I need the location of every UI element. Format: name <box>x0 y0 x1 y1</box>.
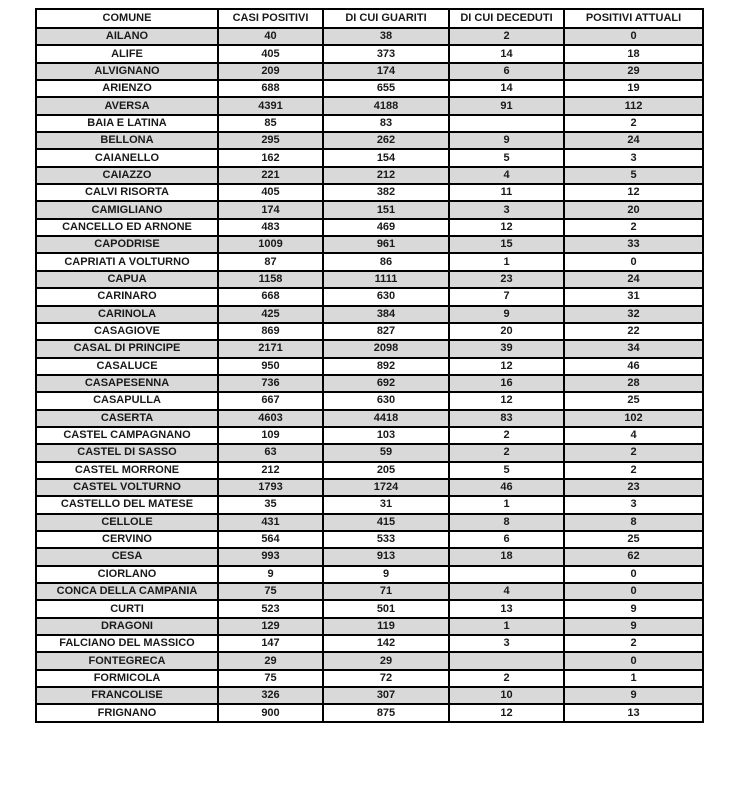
cell-casi-positivi: 668 <box>218 288 323 305</box>
cell-di-cui-deceduti: 3 <box>449 201 564 218</box>
cell-comune: CELLOLE <box>36 514 218 531</box>
cell-casi-positivi: 75 <box>218 583 323 600</box>
table-row <box>36 358 703 375</box>
cell-casi-positivi: 993 <box>218 548 323 565</box>
cell-casi-positivi: 9 <box>218 566 323 583</box>
cell-di-cui-guariti: 4418 <box>323 410 449 427</box>
cell-di-cui-deceduti <box>449 115 564 132</box>
cell-di-cui-deceduti: 1 <box>449 253 564 270</box>
cell-comune: ALVIGNANO <box>36 63 218 80</box>
cell-di-cui-guariti: 151 <box>323 201 449 218</box>
table-row <box>36 167 703 184</box>
cell-di-cui-guariti: 29 <box>323 652 449 669</box>
cell-positivi-attuali: 34 <box>564 340 703 357</box>
cell-di-cui-deceduti: 6 <box>449 63 564 80</box>
cell-comune: CONCA DELLA CAMPANIA <box>36 583 218 600</box>
table-row <box>36 288 703 305</box>
cell-di-cui-guariti: 655 <box>323 80 449 97</box>
cell-di-cui-deceduti: 1 <box>449 618 564 635</box>
column-header-comune: COMUNE <box>36 9 218 28</box>
cell-positivi-attuali: 0 <box>564 652 703 669</box>
cell-comune: FALCIANO DEL MASSICO <box>36 635 218 652</box>
cell-positivi-attuali: 46 <box>564 358 703 375</box>
cell-casi-positivi: 35 <box>218 496 323 513</box>
cell-di-cui-guariti: 875 <box>323 704 449 721</box>
cell-di-cui-deceduti: 83 <box>449 410 564 427</box>
cell-positivi-attuali: 0 <box>564 28 703 45</box>
cell-comune: CARINARO <box>36 288 218 305</box>
cell-casi-positivi: 2171 <box>218 340 323 357</box>
cell-di-cui-deceduti: 10 <box>449 687 564 704</box>
cell-casi-positivi: 162 <box>218 149 323 166</box>
cell-di-cui-deceduti: 1 <box>449 496 564 513</box>
cell-di-cui-guariti: 1111 <box>323 271 449 288</box>
cell-comune: CASALUCE <box>36 358 218 375</box>
cell-di-cui-deceduti: 14 <box>449 45 564 62</box>
cell-di-cui-guariti: 9 <box>323 566 449 583</box>
cell-di-cui-deceduti: 39 <box>449 340 564 357</box>
cell-comune: BELLONA <box>36 132 218 149</box>
cell-di-cui-deceduti: 7 <box>449 288 564 305</box>
cell-positivi-attuali: 31 <box>564 288 703 305</box>
cell-di-cui-deceduti <box>449 652 564 669</box>
cell-di-cui-deceduti: 12 <box>449 358 564 375</box>
cell-di-cui-guariti: 119 <box>323 618 449 635</box>
cell-casi-positivi: 667 <box>218 392 323 409</box>
cell-casi-positivi: 29 <box>218 652 323 669</box>
cell-positivi-attuali: 9 <box>564 618 703 635</box>
cell-casi-positivi: 221 <box>218 167 323 184</box>
cell-di-cui-deceduti: 15 <box>449 236 564 253</box>
cell-comune: CESA <box>36 548 218 565</box>
cell-comune: ALIFE <box>36 45 218 62</box>
cell-di-cui-guariti: 961 <box>323 236 449 253</box>
cell-di-cui-deceduti: 20 <box>449 323 564 340</box>
cell-positivi-attuali: 28 <box>564 375 703 392</box>
cell-comune: FRIGNANO <box>36 704 218 721</box>
cell-casi-positivi: 85 <box>218 115 323 132</box>
cell-comune: CURTI <box>36 600 218 617</box>
table-row <box>36 132 703 149</box>
cell-di-cui-deceduti: 46 <box>449 479 564 496</box>
table-body <box>36 28 703 722</box>
cell-di-cui-deceduti: 11 <box>449 184 564 201</box>
cell-positivi-attuali: 25 <box>564 392 703 409</box>
cell-comune: CAPRIATI A VOLTURNO <box>36 253 218 270</box>
cell-positivi-attuali: 0 <box>564 253 703 270</box>
cell-casi-positivi: 736 <box>218 375 323 392</box>
table-row <box>36 618 703 635</box>
cell-comune: CIORLANO <box>36 566 218 583</box>
table-row <box>36 340 703 357</box>
cell-di-cui-guariti: 382 <box>323 184 449 201</box>
table-row <box>36 201 703 218</box>
cell-casi-positivi: 405 <box>218 45 323 62</box>
cell-di-cui-deceduti: 4 <box>449 167 564 184</box>
cell-di-cui-guariti: 384 <box>323 306 449 323</box>
table-row <box>36 410 703 427</box>
cell-comune: CASTEL DI SASSO <box>36 444 218 461</box>
cell-positivi-attuali: 102 <box>564 410 703 427</box>
cell-casi-positivi: 4391 <box>218 97 323 114</box>
cell-casi-positivi: 129 <box>218 618 323 635</box>
cell-positivi-attuali: 9 <box>564 600 703 617</box>
cell-comune: AVERSA <box>36 97 218 114</box>
cell-di-cui-deceduti: 2 <box>449 427 564 444</box>
cell-di-cui-deceduti <box>449 566 564 583</box>
cell-di-cui-deceduti: 12 <box>449 704 564 721</box>
cell-positivi-attuali: 24 <box>564 132 703 149</box>
table-row <box>36 236 703 253</box>
table-row <box>36 28 703 45</box>
cell-positivi-attuali: 4 <box>564 427 703 444</box>
cell-casi-positivi: 950 <box>218 358 323 375</box>
cell-di-cui-guariti: 72 <box>323 670 449 687</box>
cell-comune: CERVINO <box>36 531 218 548</box>
cell-di-cui-guariti: 1724 <box>323 479 449 496</box>
cell-di-cui-guariti: 142 <box>323 635 449 652</box>
cell-comune: ARIENZO <box>36 80 218 97</box>
cell-positivi-attuali: 13 <box>564 704 703 721</box>
cell-casi-positivi: 1793 <box>218 479 323 496</box>
cell-comune: CAIANELLO <box>36 149 218 166</box>
cell-casi-positivi: 212 <box>218 462 323 479</box>
cell-positivi-attuali: 1 <box>564 670 703 687</box>
table-row <box>36 97 703 114</box>
cell-di-cui-guariti: 205 <box>323 462 449 479</box>
cell-di-cui-guariti: 415 <box>323 514 449 531</box>
table-row <box>36 548 703 565</box>
cell-casi-positivi: 109 <box>218 427 323 444</box>
covid-comuni-table-container <box>35 8 702 723</box>
cell-di-cui-guariti: 71 <box>323 583 449 600</box>
cell-di-cui-guariti: 373 <box>323 45 449 62</box>
cell-comune: CASTEL MORRONE <box>36 462 218 479</box>
cell-comune: CASAPULLA <box>36 392 218 409</box>
cell-comune: AILANO <box>36 28 218 45</box>
cell-positivi-attuali: 3 <box>564 496 703 513</box>
cell-di-cui-deceduti: 2 <box>449 444 564 461</box>
cell-casi-positivi: 326 <box>218 687 323 704</box>
cell-di-cui-deceduti: 3 <box>449 635 564 652</box>
cell-positivi-attuali: 3 <box>564 149 703 166</box>
table-row <box>36 704 703 721</box>
cell-comune: CASERTA <box>36 410 218 427</box>
cell-positivi-attuali: 22 <box>564 323 703 340</box>
table-row <box>36 566 703 583</box>
cell-di-cui-guariti: 892 <box>323 358 449 375</box>
cell-di-cui-deceduti: 12 <box>449 392 564 409</box>
cell-casi-positivi: 900 <box>218 704 323 721</box>
cell-positivi-attuali: 5 <box>564 167 703 184</box>
cell-casi-positivi: 405 <box>218 184 323 201</box>
cell-positivi-attuali: 9 <box>564 687 703 704</box>
cell-comune: CAPODRISE <box>36 236 218 253</box>
table-row <box>36 670 703 687</box>
cell-comune: BAIA E LATINA <box>36 115 218 132</box>
cell-positivi-attuali: 112 <box>564 97 703 114</box>
cell-positivi-attuali: 0 <box>564 566 703 583</box>
cell-di-cui-guariti: 38 <box>323 28 449 45</box>
cell-comune: CALVI RISORTA <box>36 184 218 201</box>
cell-di-cui-deceduti: 16 <box>449 375 564 392</box>
cell-casi-positivi: 425 <box>218 306 323 323</box>
cell-di-cui-deceduti: 23 <box>449 271 564 288</box>
cell-casi-positivi: 63 <box>218 444 323 461</box>
cell-casi-positivi: 1009 <box>218 236 323 253</box>
cell-di-cui-deceduti: 6 <box>449 531 564 548</box>
cell-di-cui-guariti: 4188 <box>323 97 449 114</box>
cell-casi-positivi: 174 <box>218 201 323 218</box>
cell-comune: FORMICOLA <box>36 670 218 687</box>
cell-casi-positivi: 40 <box>218 28 323 45</box>
cell-casi-positivi: 688 <box>218 80 323 97</box>
column-header-positivi-attuali: POSITIVI ATTUALI <box>564 9 703 28</box>
column-header-di-cui-guariti: DI CUI GUARITI <box>323 9 449 28</box>
table-row <box>36 444 703 461</box>
cell-di-cui-guariti: 154 <box>323 149 449 166</box>
cell-comune: CASTEL CAMPAGNANO <box>36 427 218 444</box>
cell-di-cui-guariti: 469 <box>323 219 449 236</box>
cell-casi-positivi: 87 <box>218 253 323 270</box>
cell-positivi-attuali: 23 <box>564 479 703 496</box>
cell-di-cui-guariti: 86 <box>323 253 449 270</box>
cell-di-cui-guariti: 307 <box>323 687 449 704</box>
table-row <box>36 496 703 513</box>
table-row <box>36 80 703 97</box>
cell-comune: CASTEL VOLTURNO <box>36 479 218 496</box>
cell-casi-positivi: 483 <box>218 219 323 236</box>
cell-di-cui-deceduti: 12 <box>449 219 564 236</box>
cell-positivi-attuali: 24 <box>564 271 703 288</box>
cell-positivi-attuali: 18 <box>564 45 703 62</box>
table-row <box>36 149 703 166</box>
table-row <box>36 375 703 392</box>
cell-di-cui-guariti: 913 <box>323 548 449 565</box>
covid-comuni-table <box>35 8 704 723</box>
table-row <box>36 479 703 496</box>
cell-di-cui-guariti: 31 <box>323 496 449 513</box>
cell-comune: CAMIGLIANO <box>36 201 218 218</box>
cell-casi-positivi: 869 <box>218 323 323 340</box>
cell-comune: CASAGIOVE <box>36 323 218 340</box>
table-row <box>36 462 703 479</box>
table-row <box>36 514 703 531</box>
cell-positivi-attuali: 2 <box>564 115 703 132</box>
cell-positivi-attuali: 2 <box>564 444 703 461</box>
cell-di-cui-deceduti: 4 <box>449 583 564 600</box>
cell-casi-positivi: 1158 <box>218 271 323 288</box>
cell-di-cui-deceduti: 2 <box>449 670 564 687</box>
cell-positivi-attuali: 25 <box>564 531 703 548</box>
cell-di-cui-guariti: 262 <box>323 132 449 149</box>
cell-positivi-attuali: 62 <box>564 548 703 565</box>
cell-positivi-attuali: 29 <box>564 63 703 80</box>
table-row <box>36 652 703 669</box>
cell-casi-positivi: 147 <box>218 635 323 652</box>
column-header-di-cui-deceduti: DI CUI DECEDUTI <box>449 9 564 28</box>
cell-casi-positivi: 295 <box>218 132 323 149</box>
column-header-casi-positivi: CASI POSITIVI <box>218 9 323 28</box>
cell-comune: CANCELLO ED ARNONE <box>36 219 218 236</box>
cell-di-cui-guariti: 212 <box>323 167 449 184</box>
table-row <box>36 184 703 201</box>
cell-di-cui-deceduti: 5 <box>449 462 564 479</box>
table-row <box>36 271 703 288</box>
cell-casi-positivi: 523 <box>218 600 323 617</box>
cell-comune: CAIAZZO <box>36 167 218 184</box>
table-row <box>36 635 703 652</box>
cell-di-cui-deceduti: 91 <box>449 97 564 114</box>
table-row <box>36 306 703 323</box>
cell-positivi-attuali: 20 <box>564 201 703 218</box>
cell-comune: FONTEGRECA <box>36 652 218 669</box>
cell-di-cui-guariti: 630 <box>323 392 449 409</box>
cell-casi-positivi: 431 <box>218 514 323 531</box>
table-row <box>36 219 703 236</box>
table-row <box>36 253 703 270</box>
cell-di-cui-deceduti: 2 <box>449 28 564 45</box>
cell-positivi-attuali: 12 <box>564 184 703 201</box>
cell-di-cui-guariti: 501 <box>323 600 449 617</box>
cell-di-cui-deceduti: 13 <box>449 600 564 617</box>
header-row <box>36 9 703 28</box>
cell-casi-positivi: 564 <box>218 531 323 548</box>
cell-casi-positivi: 209 <box>218 63 323 80</box>
table-row <box>36 583 703 600</box>
cell-di-cui-guariti: 827 <box>323 323 449 340</box>
table-row <box>36 45 703 62</box>
cell-di-cui-guariti: 59 <box>323 444 449 461</box>
cell-di-cui-deceduti: 5 <box>449 149 564 166</box>
cell-di-cui-guariti: 630 <box>323 288 449 305</box>
cell-comune: DRAGONI <box>36 618 218 635</box>
table-row <box>36 115 703 132</box>
cell-comune: CASAL DI PRINCIPE <box>36 340 218 357</box>
table-row <box>36 687 703 704</box>
cell-di-cui-guariti: 174 <box>323 63 449 80</box>
cell-di-cui-guariti: 2098 <box>323 340 449 357</box>
cell-comune: CAPUA <box>36 271 218 288</box>
cell-positivi-attuali: 2 <box>564 635 703 652</box>
cell-di-cui-deceduti: 8 <box>449 514 564 531</box>
cell-di-cui-deceduti: 14 <box>449 80 564 97</box>
cell-di-cui-deceduti: 18 <box>449 548 564 565</box>
cell-di-cui-deceduti: 9 <box>449 306 564 323</box>
cell-comune: FRANCOLISE <box>36 687 218 704</box>
cell-positivi-attuali: 2 <box>564 219 703 236</box>
table-row <box>36 323 703 340</box>
table-header <box>36 9 703 28</box>
cell-positivi-attuali: 19 <box>564 80 703 97</box>
table-row <box>36 531 703 548</box>
table-row <box>36 600 703 617</box>
table-row <box>36 63 703 80</box>
cell-positivi-attuali: 32 <box>564 306 703 323</box>
cell-comune: CASAPESENNA <box>36 375 218 392</box>
cell-di-cui-deceduti: 9 <box>449 132 564 149</box>
cell-comune: CASTELLO DEL MATESE <box>36 496 218 513</box>
cell-positivi-attuali: 2 <box>564 462 703 479</box>
table-row <box>36 427 703 444</box>
cell-positivi-attuali: 0 <box>564 583 703 600</box>
cell-di-cui-guariti: 103 <box>323 427 449 444</box>
cell-casi-positivi: 75 <box>218 670 323 687</box>
cell-di-cui-guariti: 692 <box>323 375 449 392</box>
cell-positivi-attuali: 8 <box>564 514 703 531</box>
table-row <box>36 392 703 409</box>
cell-casi-positivi: 4603 <box>218 410 323 427</box>
cell-di-cui-guariti: 533 <box>323 531 449 548</box>
cell-comune: CARINOLA <box>36 306 218 323</box>
cell-positivi-attuali: 33 <box>564 236 703 253</box>
cell-di-cui-guariti: 83 <box>323 115 449 132</box>
